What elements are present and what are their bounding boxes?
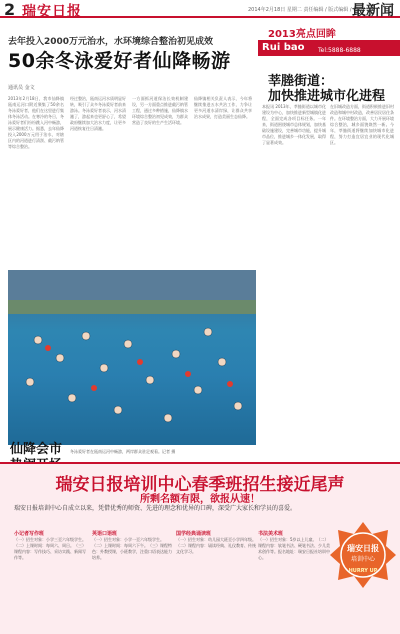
ad-course-text: （一）招生对象：小学三至六年级学生。（二）上课时间：每周六、周日。（三）课程内容：写作技巧、采访实践、新闻写作等。 xyxy=(14,537,86,560)
lead-column-2: 经过整治，瓯南运河水质明显好转，吸引了众多冬泳爱好者前来游泳。冬泳爱好者表示，河水清澈了，游起来也更舒心了，希望政府继续加大治水力度，让更多河道恢复往日清澈。 xyxy=(70,96,126,131)
ad-course-heading: 书法美术班 xyxy=(258,531,284,537)
side-column-2: 在旧城改造方面，街道积极推进旧村改造和城中村改造，改善居民居住条件。在环境整治方面，大力开展环境综合整治，城乡面貌焕然一新。今年，莘塍街道将继续加快城市化进程，努力打造宜居宜业的现代化城区。 xyxy=(330,104,394,145)
lead-column-4: 仙降镇相关负责人表示，今年将继续推进五水共治工作，力争让更多河道水清岸绿，让群众共享治水成果，打造美丽生态仙降。 xyxy=(194,96,252,119)
ad-intro: 瑞安日报培训中心自成立以来，凭借优秀的师资、先进的理念和优异的口碑，深受广大家长和学员的喜爱。 xyxy=(14,505,297,512)
lead-kicker: 去年投入2000万元治水，水环境综合整治初见成效 xyxy=(8,37,214,47)
photo-illustration xyxy=(8,270,256,445)
retrospective-label: 2013亮点回眸 xyxy=(268,29,336,40)
ad-course-heading: 英语口语班 xyxy=(92,531,118,537)
side-headline-1[interactable]: 莘塍街道： xyxy=(268,74,334,89)
badge-subtitle: 培训中心 xyxy=(350,556,376,563)
ad-course-text: （一）招生对象：小学一至六年级学生。（二）上课时间：每周六下午。（三）课程特色：外教授课，小班教学，注重口语表达能力培养。 xyxy=(92,537,172,560)
ad-course-heading: 小记者写作班 xyxy=(14,531,45,537)
lead-column-1: 2013年2月18日，我市仙降镇瓯南运河口附近聚集了50余名冬泳爱好者，他们在这里进行集体冬泳活动。在寒冷的冬日，冬泳爱好者们纷纷跳入河中畅游，展示健康活力。据悉，去年仙降投入2000万元用于治水，对辖区内的河道进行清淤、截污纳管等综合整治。 xyxy=(8,96,64,149)
side-headline-2[interactable]: 加快推进城市化进程 xyxy=(268,89,386,104)
ad-course-1 xyxy=(14,530,88,630)
ad-title[interactable]: 瑞安日报培训中心春季班招生接近尾声 xyxy=(55,475,345,495)
hotline: Tel:5888-6888 xyxy=(318,47,361,54)
side-column-1: 本报讯 2013年，莘塍街道以城市化建设为中心，加快推进新型城镇化进程，全面完成各项目标任务。一年来，街道围绕城市总体规划，加快基础设施建设，完善城市功能，提升城市品位，推进城乡一体化发展，取得了显著成效。 xyxy=(262,104,326,145)
ad-course-3 xyxy=(176,530,256,630)
badge-hurry: HURRY UP xyxy=(348,568,378,574)
ad-course-text: （一）招生对象：5岁以上儿童。（二）课程内容：软笔书法、硬笔书法、少儿美术创作等。报名地址：瑞安日报社培训中心。 xyxy=(258,537,330,560)
swimmers-photo[interactable] xyxy=(8,270,256,445)
lead-column-3: 一方面抓河道保洁长效机制建设，另一方面重点推进截污纳管工程，通过多种措施，仙降镇水环境综合整治初见成效，为群众营造了良好的生产生活环境。 xyxy=(132,96,188,125)
lead-headline[interactable]: 50余冬泳爱好者仙降畅游 xyxy=(8,50,231,72)
ad-subtitle: 所剩名额有限，欲报从速！ xyxy=(140,494,260,505)
dateline: 2014年2月18日 星期二 责任编辑 / 版式编辑 / 校对 xyxy=(248,7,364,13)
photo-caption: 冬泳爱好者在瓯南运河中畅游，两岸群众驻足观看。记者 摄 xyxy=(70,449,176,454)
section-title: 最新闻 xyxy=(352,3,394,19)
ad-course-4 xyxy=(258,530,330,630)
photo-caption-headline-1: 仙降会市 xyxy=(10,442,63,457)
ad-course-text: （一）招生对象：幼儿园大班至小学四年级。（二）课程内容：诵读经典、礼仪教育、传统文化学习。 xyxy=(176,537,256,554)
badge-title: 瑞安日报 xyxy=(347,544,379,553)
lead-byline: 通讯员 金文 xyxy=(8,85,35,91)
ad-course-2 xyxy=(92,530,172,630)
page-number: 2 xyxy=(4,0,16,19)
training-center-badge xyxy=(328,520,398,590)
ad-course-heading: 国学经典诵读班 xyxy=(176,531,212,537)
masthead xyxy=(0,0,400,18)
paper-name: 瑞安日报 xyxy=(22,4,82,20)
retrospective-latin: Rui bao xyxy=(262,42,305,53)
